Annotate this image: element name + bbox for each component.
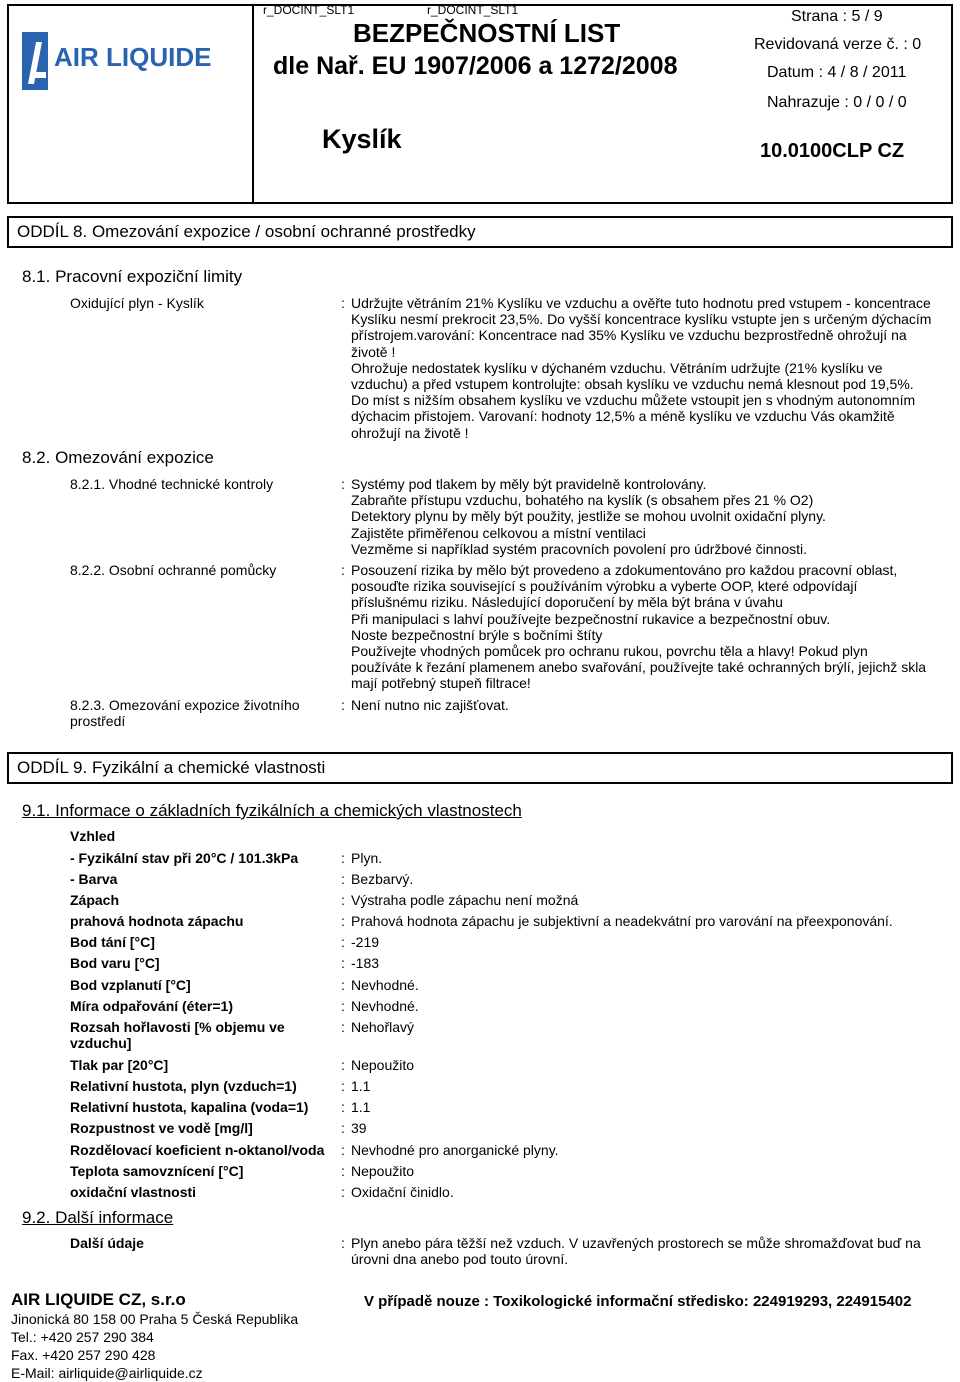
s821-text: [351, 476, 826, 557]
property-label: [70, 892, 119, 908]
text-line: Zabraňte přístupu vzduchu, bohatého na kyslík (s obsahem přes 21 % O2): [351, 492, 814, 509]
footer-email: E-Mail: airliquide@airliquide.cz: [11, 1365, 203, 1381]
colon: :: [341, 1235, 345, 1251]
property-value: 1.1: [351, 1099, 371, 1115]
property-label-line: Míra odpařování (éter=1): [70, 998, 233, 1014]
colon: :: [341, 1142, 345, 1158]
text-line: posouďte rizika související s používáním výrobku a vyberte OOP, které odpovídají: [351, 578, 858, 595]
replaces: Nahrazuje : 0 / 0 / 0: [767, 94, 907, 111]
section-8-title: ODDÍL 8. Omezování expozice / osobní ochranné prostředky: [17, 222, 476, 241]
doc-id-2: r_DOCINT_SLT1: [427, 3, 519, 17]
text-line: Posouzení rizika by mělo být provedeno a zdokumentováno pro každou pracovní oblast,: [351, 562, 898, 578]
property-label-line: Rozdělovací koeficient n-oktanol/voda: [70, 1142, 325, 1158]
page-number: Strana : 5 / 9: [791, 8, 883, 25]
text-line: Do míst s nižším obsahem kyslíku ve vzduchu můžete vstoupit jen s vhodným autonomním: [351, 392, 916, 409]
footer-company: AIR LIQUIDE CZ, s.r.o: [11, 1290, 186, 1309]
property-label-line: - Barva: [70, 871, 118, 887]
colon: :: [341, 850, 345, 866]
property-value: Nevhodné.: [351, 998, 419, 1014]
text-line: Udržujte větráním 21% Kyslíku ve vzduchu a ověřte tuto hodnotu pred vstupem - koncentrace: [351, 295, 931, 311]
text-line: úrovni dna anebo pod touto úrovní.: [351, 1251, 569, 1268]
property-label: [70, 1019, 285, 1051]
colon: :: [341, 295, 345, 311]
property-value: 39: [351, 1120, 367, 1136]
property-value: Plyn.: [351, 850, 383, 866]
s92-label: Další údaje: [70, 1235, 144, 1251]
property-label-line: oxidační vlastnosti: [70, 1184, 197, 1200]
property-label: [70, 1057, 168, 1073]
property-label: [70, 1142, 324, 1158]
colon: :: [341, 562, 345, 578]
text-line: Používejte vhodných pomůcek pro ochranu rukou, povrchu těla a hlavy! Pokud plyn: [351, 643, 868, 660]
footer-address: Jinonická 80 158 00 Praha 5 Česká Republika: [11, 1311, 299, 1327]
text-line: Ohrožuje nedostatek kyslíku v dýchaném vzduchu. Větráním udržujte (21% kyslíku ve: [351, 359, 883, 376]
colon: :: [341, 955, 345, 971]
s823-label-line: 8.2.3. Omezování expozice životního: [70, 697, 300, 713]
property-label-line: Zápach: [70, 892, 120, 908]
text-line: Vezměme si například systém pracovních povolení pro údržbové činnosti.: [351, 540, 808, 557]
regulation: dle Nař. EU 1907/2006 a 1272/2008: [273, 52, 678, 80]
property-value: Nevhodné pro anorganické plyny.: [351, 1142, 559, 1158]
s821-label: 8.2.1. Vhodné technické kontroly: [70, 476, 274, 492]
text-line: Noste bezpečnostní brýle s bočními štíty: [351, 626, 603, 643]
s823-value: Není nutno nic zajišťovat.: [351, 697, 509, 713]
footer-fax: Fax. +420 257 290 428: [11, 1347, 156, 1363]
property-label-line: Rozpustnost ve vodě [mg/l]: [70, 1120, 253, 1136]
s823-label: [70, 697, 300, 729]
property-label-line: Teplota samovznícení [°C]: [70, 1163, 244, 1179]
property-label: [70, 871, 117, 887]
text-line: Systémy pod tlakem by měly být pravidelně kontrolovány.: [351, 476, 707, 492]
property-label: [70, 998, 233, 1014]
property-value: -183: [351, 955, 380, 971]
property-label-line: prahová hodnota zápachu: [70, 913, 244, 929]
property-label: [70, 850, 298, 866]
property-value: Nepoužito: [351, 1163, 415, 1179]
property-label: [70, 955, 160, 971]
property-label: [70, 1099, 308, 1115]
property-label: [70, 1163, 243, 1179]
text-line: dýchacim přistojem. Varovaní: hodnoty 12,5% a méně kyslíku ve vzduchu Vás okamžitě: [351, 408, 895, 425]
doc-id-1: r_DOCINT_SLT1: [263, 3, 355, 17]
property-label: [70, 1184, 196, 1200]
text-line: mají potřebný stupeň filtrace!: [351, 675, 531, 692]
s92-title: 9.2. Další informace: [22, 1208, 174, 1227]
property-label: [70, 934, 155, 950]
colon: :: [341, 871, 345, 887]
colon: :: [341, 934, 345, 950]
text-line: Plyn anebo pára těžší než vzduch. V uzavřených prostorech se může shromažďovat buď na: [351, 1235, 921, 1251]
property-label-line: Rozsah hořlavosti [% objemu ve: [70, 1019, 285, 1035]
product-code: 10.0100CLP CZ: [760, 140, 905, 162]
colon: :: [341, 1078, 345, 1094]
property-label-line: - Fyzikální stav při 20°C / 101.3kPa: [70, 850, 299, 866]
property-label: [70, 1120, 253, 1136]
text-line: Kyslíku nesmí prekrocit 23,5%. Do vyšší koncentrace kyslíku vstupte jen s určeným dýchacím: [351, 311, 932, 328]
text-line: vzduchu) a před vstupem kontrolujte: obsah kyslíku ve vzduchu nemá klesnout pod 19,5%.: [351, 376, 914, 393]
property-label: [70, 977, 191, 993]
s81-title: 8.1. Pracovní expoziční limity: [22, 267, 243, 286]
document-title: BEZPEČNOSTNÍ LIST: [353, 18, 621, 48]
product-name: Kyslík: [322, 124, 402, 154]
colon: :: [341, 913, 345, 929]
text-line: Při manipulaci s lahví používejte bezpečnostní rukavice a bezpečnostní obuv.: [351, 610, 831, 627]
property-value: Nehořlavý: [351, 1019, 415, 1035]
footer-tel: Tel.: +420 257 290 384: [11, 1329, 154, 1345]
colon: :: [341, 977, 345, 993]
s91-title: 9.1. Informace o základních fyzikálních a chemických vlastnostech: [22, 801, 522, 820]
property-label-line: Bod vzplanutí [°C]: [70, 977, 191, 993]
property-value: Bezbarvý.: [351, 871, 414, 887]
colon: :: [341, 1019, 345, 1035]
section-9-bar: [7, 752, 953, 784]
vzhled-label: Vzhled: [70, 828, 116, 844]
s822-text: [351, 562, 926, 692]
colon: :: [341, 1163, 345, 1179]
text-line: životě !: [351, 343, 396, 360]
property-label: [70, 1078, 297, 1094]
footer-emergency: V případě nouze : Toxikologické informační středisko: 224919293, 224915402: [364, 1293, 912, 1310]
s823-label-line: prostředí: [70, 713, 126, 730]
s81-label: Oxidující plyn - Kyslík: [70, 295, 204, 311]
property-label: [70, 913, 243, 929]
date: Datum : 4 / 8 / 2011: [767, 64, 907, 81]
colon: :: [341, 476, 345, 492]
colon: :: [341, 892, 345, 908]
colon: :: [341, 697, 345, 713]
section-8-bar: [7, 216, 953, 248]
property-label-line: Bod varu [°C]: [70, 955, 160, 971]
property-value: -219: [351, 934, 380, 950]
s92-text: [351, 1235, 921, 1267]
colon: :: [341, 1057, 345, 1073]
property-value: Výstraha podle zápachu není možná: [351, 892, 579, 908]
colon: :: [341, 1120, 345, 1136]
property-label-line: Bod tání [°C]: [70, 934, 155, 950]
property-value: Prahová hodnota zápachu je subjektivní a neadekvátní pro varování na přeexponování.: [351, 913, 893, 929]
s81-text: [351, 295, 931, 441]
property-value: Oxidační činidlo.: [351, 1184, 454, 1200]
colon: :: [341, 1184, 345, 1200]
text-line: příslušnému riziku. Následující doporučení by měla být brána v úvahu: [351, 594, 783, 611]
logo-text: AIR LIQUIDE: [54, 42, 212, 72]
property-label-line: vzduchu]: [70, 1035, 132, 1052]
property-label-line: Tlak par [20°C]: [70, 1057, 169, 1073]
text-line: používáte k řezání plamenem anebo svařování, používejte také ochranných brýlí, jejichž skla: [351, 659, 927, 676]
property-value: Nepoužito: [351, 1057, 415, 1073]
s82-title: 8.2. Omezování expozice: [22, 448, 214, 467]
colon: :: [341, 1099, 345, 1115]
property-value: Nevhodné.: [351, 977, 419, 993]
property-label-line: Relativní hustota, kapalina (voda=1): [70, 1099, 309, 1115]
text-line: Zajistěte přiměřenou celkovou a místní ventilaci: [351, 524, 646, 541]
header-divider: [252, 4, 254, 204]
colon: :: [341, 998, 345, 1014]
text-line: přístrojem.varování: Koncentrace nad 35% Kyslíku ve vzduchu bezprostředně ohrožují na: [351, 327, 907, 344]
property-value: 1.1: [351, 1078, 371, 1094]
s822-label: 8.2.2. Osobní ochranné pomůcky: [70, 562, 277, 578]
air-liquide-logo: [20, 28, 240, 94]
section-9-title: ODDÍL 9. Fyzikální a chemické vlastnosti: [17, 758, 326, 777]
text-line: Detektory plynu by měly být použity, jestliže se mohou uvolnit oxidační plyny.: [351, 508, 826, 525]
text-line: ohrožují na životě !: [351, 424, 469, 441]
revision: Revidovaná verze č. : 0: [754, 36, 922, 53]
property-label-line: Relativní hustota, plyn (vzduch=1): [70, 1078, 297, 1094]
